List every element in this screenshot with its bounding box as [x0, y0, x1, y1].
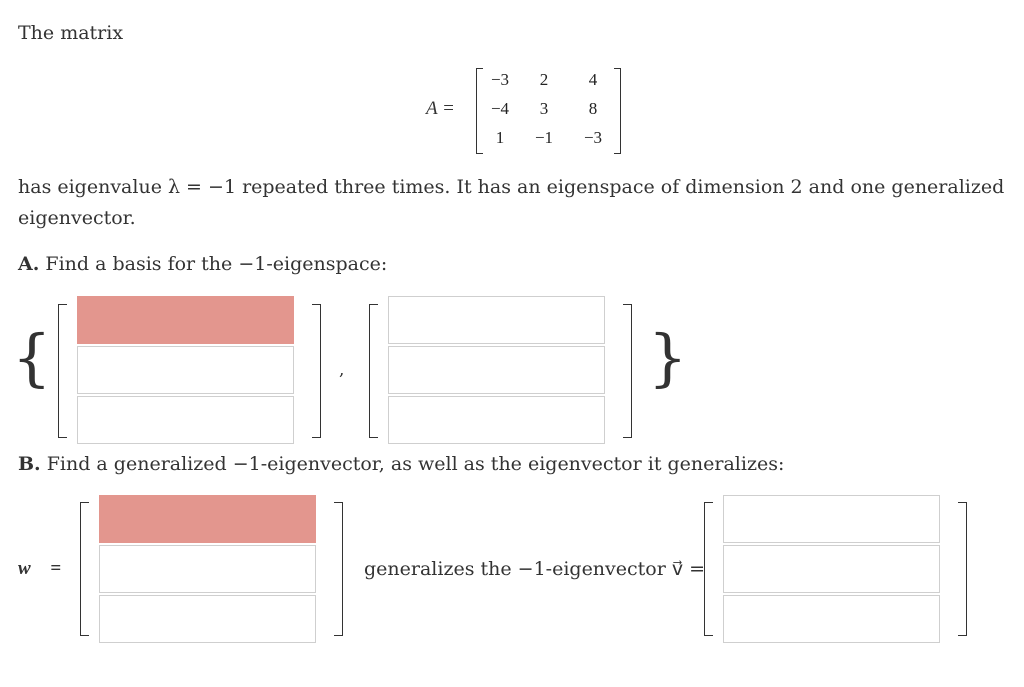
matrix-cell: −3 [583, 128, 603, 147]
intro-text: The matrix [18, 22, 124, 44]
basis-vector-2-entry-3[interactable] [388, 396, 605, 444]
matrix-cell: 4 [588, 70, 598, 89]
matrix-cell: −4 [490, 99, 510, 118]
w-vector-label: w⃗ = [18, 558, 62, 579]
part-a-label: A. [18, 253, 40, 275]
v-vector-entry-3[interactable] [723, 595, 940, 643]
v-vector-entry-1[interactable] [723, 495, 940, 543]
basis-vector-1-entry-3[interactable] [77, 396, 294, 444]
part-a-prompt [18, 253, 387, 275]
basis-vector-2-entry-1[interactable] [388, 296, 605, 344]
matrix-cell: 8 [588, 99, 598, 118]
vector1-left-bracket [58, 304, 67, 438]
matrix-cell: −1 [534, 128, 554, 147]
w-vector-entry-3[interactable] [99, 595, 316, 643]
vector2-right-bracket [623, 304, 632, 438]
basis-vector-1-entry-1[interactable] [77, 296, 294, 344]
basis-vector-2-entry-2[interactable] [388, 346, 605, 394]
matrix-cell: 2 [539, 70, 549, 89]
part-a-text: Find a basis for the −1-eigenspace: [45, 253, 388, 275]
matrix-display [420, 66, 630, 156]
part-b-label: B. [18, 453, 41, 475]
v-right-bracket [958, 502, 967, 636]
statement-line-2: eigenvector. [18, 207, 136, 229]
v-vector-entry-2[interactable] [723, 545, 940, 593]
set-left-brace: { [12, 321, 52, 394]
vector1-right-bracket [312, 304, 321, 438]
v-left-bracket [704, 502, 713, 636]
matrix-cell: 1 [495, 128, 505, 147]
matrix-label: A = [426, 98, 455, 119]
set-right-brace: } [648, 321, 688, 394]
w-right-bracket [334, 502, 343, 636]
part-b-prompt [18, 453, 784, 475]
matrix-cell: 3 [539, 99, 549, 118]
matrix-cell: −3 [490, 70, 510, 89]
w-vector-entry-1[interactable] [99, 495, 316, 543]
basis-vector-1-entry-2[interactable] [77, 346, 294, 394]
w-left-bracket [80, 502, 89, 636]
part-b-text: Find a generalized −1-eigenvector, as well as the eigenvector it generalizes: [46, 453, 785, 475]
vector2-left-bracket [369, 304, 378, 438]
matrix-right-bracket [614, 68, 621, 154]
generalizes-text: generalizes the −1-eigenvector v⃗ = [364, 558, 706, 580]
w-vector-entry-2[interactable] [99, 545, 316, 593]
basis-comma: , [339, 360, 345, 380]
statement-line-1: has eigenvalue λ = −1 repeated three times. It has an eigenspace of dimension 2 and one generalized [18, 176, 1005, 198]
